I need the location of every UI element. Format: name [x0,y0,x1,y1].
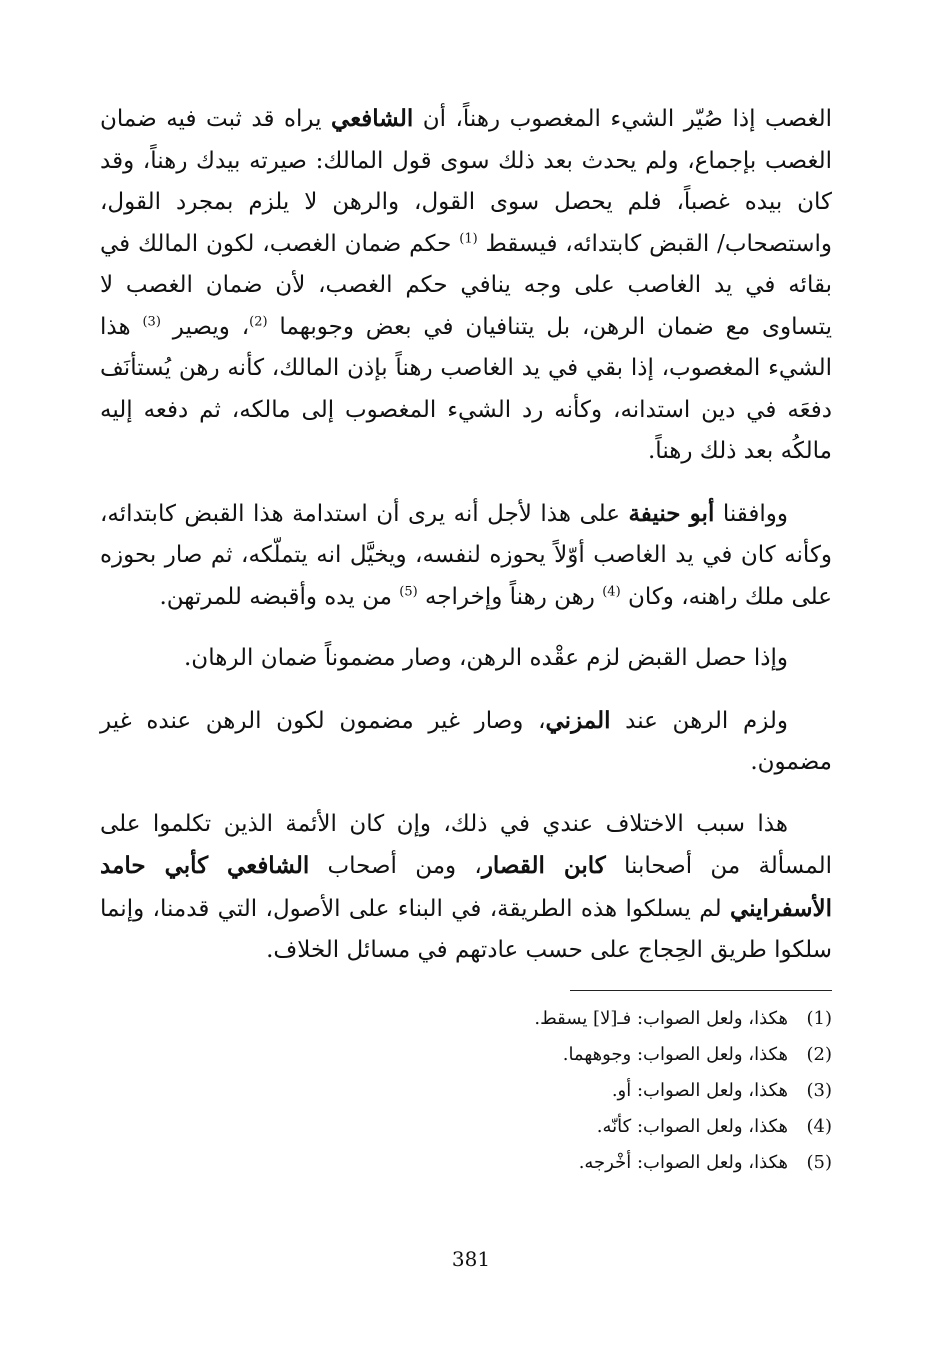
footnote-marker: (3) [142,313,161,329]
text-segment: من يده وأقبضه للمرتهن. [159,583,400,610]
main-text [100,98,832,972]
scholar-name: كابن القصار [481,852,606,879]
paragraph [100,98,832,473]
footnote-marker: (5) [399,583,418,599]
footnote-separator [570,990,832,991]
text-segment: لم يسلكوا هذه الطريقة، في البناء على الأصول، التي قدمنا، وإنما سلكوا طريق الحِجاج على حسب عادتهم في مسائل الخلاف. [100,895,832,963]
footnote-number: (1) [806,1007,832,1029]
footnotes-list [100,1001,832,1181]
footnote-item [100,1001,832,1037]
text-segment: وإذا حصل القبض لزم عقْده الرهن، وصار مضموناً ضمان الرهان. [184,645,788,671]
text-segment: ، ويصير [160,313,250,340]
text-segment: يراه قد ثبت فيه ضمان الغصب بإجماع، ولم يحدث بعد ذلك سوى قول المالك: صيرته بيدك رهناً، وقد كان بيده غصباً، فلم يحصل سوى القول، والرهن لا يلزم بمجرد القول، واستصحاب/ القبض كابتدائه، فيسقط [100,106,832,257]
footnote-text: هكذا، ولعل الصواب: أو. [611,1079,788,1101]
footnote-number: (4) [806,1115,832,1137]
footnote-text: هكذا، ولعل الصواب: كأنّه. [596,1115,788,1137]
text-segment: حكم ضمان الغصب، لكون المالك في بقائه في يد الغاصب على وجه ينافي حكم الغصب، لأن ضمان الغصب لا يتساوى مع ضمان الرهن، بل يتنافيان في بعض وجوبهما [100,230,832,340]
text-segment: على هذا لأجل أنه يرى أن استدامة هذا القبض كابتدائه، وكأنه كان في يد الغاصب أوّلاً يحوزه لنفسه، ويخيَّل انه يتملّكه، ثم صار بحوزه على ملك راهنه، وكان [100,500,832,610]
footnote-item [100,1073,832,1109]
text-segment: ولزم الرهن عند [610,707,788,734]
footnote-text: هكذا، ولعل الصواب: وجوههما. [562,1043,788,1065]
scholar-name: الشافعي كأبي حامد الأسفرايني [100,852,832,922]
paragraph [100,638,832,680]
page-number: 381 [451,1247,491,1271]
footnote-number: (5) [806,1151,832,1173]
paragraph [100,804,832,972]
footnote-number: (2) [806,1043,832,1065]
footnote-number: (3) [806,1079,832,1101]
footnote-text: هكذا، ولعل الصواب: فـ[لا] يسقط. [534,1007,788,1029]
footnote-marker: (4) [602,583,621,599]
paragraph [100,493,832,619]
text-segment: ، ومن أصحاب [309,853,482,879]
scholar-name: أبو حنيفة [628,499,715,527]
paragraph [100,700,832,784]
text-segment: ، وصار غير مضمون لكون الرهن عنده غير مضمون. [100,707,832,775]
text-segment: رهن رهناً وإخراجه [417,583,603,610]
text-segment: ووافقنا [714,500,788,527]
footnote-marker: (1) [459,230,478,246]
text-segment: هذا الشيء المغصوب، إذا بقي في يد الغاصب رهناً بإذن المالك، كأنه رهن يُستأنَف دفعَه في دين استدانه، وكأنه رد الشيء المغصوب إلى مالكه، ثم دفعه إليه مالكُه بعد ذلك رهناً. [100,313,832,464]
footnote-item [100,1145,832,1181]
scholar-name: الشافعي [331,105,414,132]
scholar-name: المزني [545,706,611,734]
text-segment: الغصب إذا صُيّر الشيء المغصوب رهناً، أن [413,106,832,132]
footnote-marker: (2) [249,313,268,329]
text-segment: هذا سبب الاختلاف عندي في ذلك، وإن كان الأئمة الذين تكلموا على المسألة من أصحابنا [100,810,833,879]
footnote-item [100,1037,832,1073]
footnote-item [100,1109,832,1145]
footnote-text: هكذا، ولعل الصواب: أخْرجه. [578,1151,788,1173]
